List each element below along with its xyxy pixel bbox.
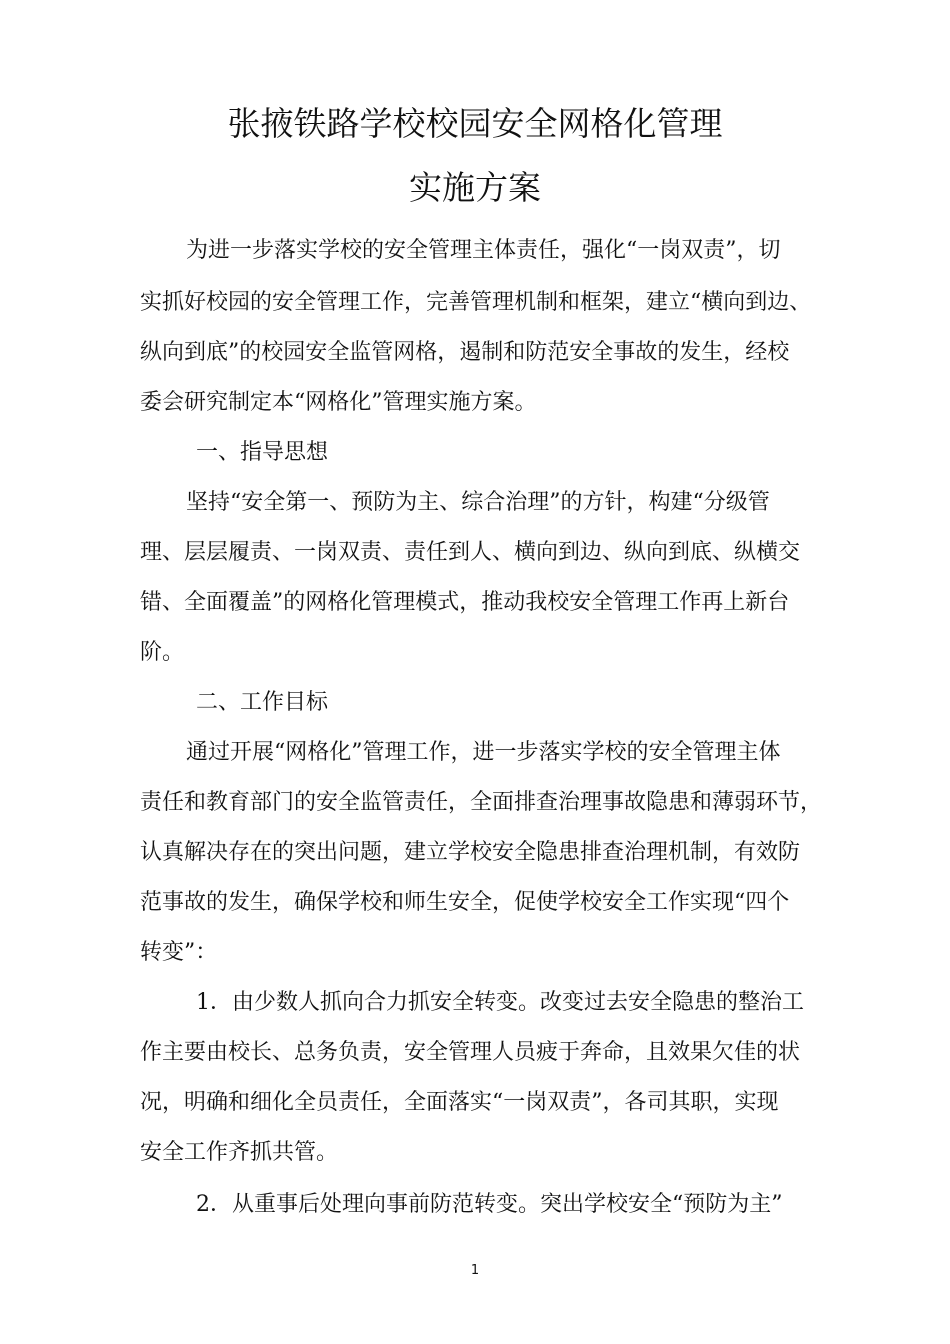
section2-line: 范事故的发生，确保学校和师生安全，促使学校安全工作实现“四个 [140,890,790,915]
section1-line: 阶。 [140,640,185,665]
item1-line: 况，明确和细化全员责任，全面落实“一岗双责”，各司其职，实现 [140,1090,779,1115]
section2-line: 通过开展“网格化”管理工作，进一步落实学校的安全管理主体 [186,740,781,765]
section2-line: 责任和教育部门的安全监管责任，全面排查治理事故隐患和薄弱环节， [140,790,823,815]
document-title-line-1: 张掖铁路学校校园安全网格化管理 [227,104,723,143]
section-heading-guiding-ideology: 一、指导思想 [196,440,329,465]
section1-line: 理、层层履责、一岗双责、责任到人、横向到边、纵向到底、纵横交 [140,540,801,565]
item1-line: 1．由少数人抓向合力抓安全转变。改变过去安全隐患的整治工 [196,990,804,1015]
section-heading-work-goals: 二、工作目标 [196,690,329,715]
intro-line: 委会研究制定本“网格化”管理实施方案。 [140,390,537,415]
section2-line: 转变”： [140,940,218,965]
section2-line: 认真解决存在的突出问题，建立学校安全隐患排查治理机制，有效防 [140,840,801,865]
section1-line: 坚持“安全第一、预防为主、综合治理”的方针，构建“分级管 [186,490,770,515]
document-title-line-2: 实施方案 [409,168,541,207]
intro-line: 实抓好校园的安全管理工作，完善管理机制和框架，建立“横向到边、 [140,290,812,315]
page-number: 1 [470,1263,480,1278]
item1-line: 作主要由校长、总务负责，安全管理人员疲于奔命，且效果欠佳的状 [140,1040,801,1065]
intro-line: 纵向到底”的校园安全监管网格，遏制和防范安全事故的发生，经校 [140,340,790,365]
item1-line: 安全工作齐抓共管。 [140,1140,339,1165]
intro-line: 为进一步落实学校的安全管理主体责任，强化“一岗双责”，切 [186,238,781,263]
item2-line: 2．从重事后处理向事前防范转变。突出学校安全“预防为主” [196,1192,783,1217]
section1-line: 错、全面覆盖”的网格化管理模式，推动我校安全管理工作再上新台 [140,590,790,615]
